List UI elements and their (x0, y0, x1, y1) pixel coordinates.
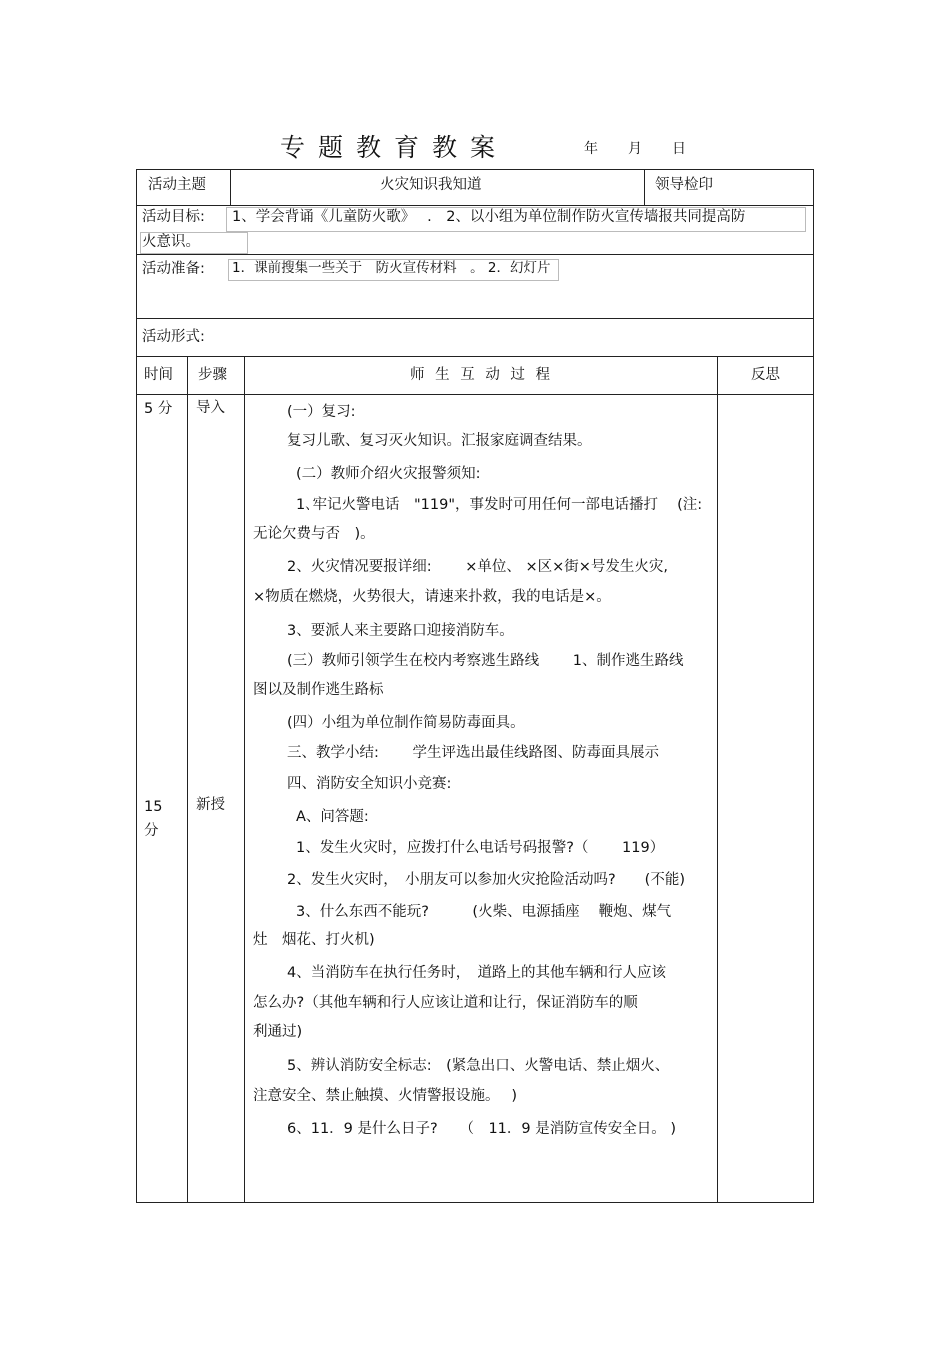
content-line: 注意安全、禁止触摸、火情警报设施。 ) (253, 1088, 518, 1104)
column-header-process: 师 生 互 动 过 程 (410, 367, 554, 383)
table-border-top (136, 169, 814, 170)
date-year-label: 年 (584, 141, 598, 157)
content-line: (二）教师介绍火灾报警须知: (296, 466, 481, 482)
content-line: 灶 烟花、打火机) (253, 932, 375, 948)
goal-text-line1: 1、学会背诵《儿童防火歌》 . 2、以小组为单位制作防火宣传墙报共同提高防 (232, 209, 746, 225)
content-line: 无论欠费与否 )。 (253, 526, 375, 542)
topic-label: 活动主题 (148, 177, 206, 193)
content-line: A、问答题: (296, 809, 369, 825)
table-border-right (813, 169, 814, 1203)
step-cell: 新授 (196, 797, 225, 813)
column-header-reflection: 反思 (751, 367, 780, 383)
date-day-label: 日 (672, 141, 686, 157)
table-rule (230, 169, 231, 205)
content-line: 1､牢记火警电话 "119"，事发时可用任何一部电话播打 (注: (296, 497, 703, 513)
table-rule (644, 169, 645, 205)
content-line: 怎么办?（其他车辆和行人应该让道和让行，保证消防车的顺 (253, 995, 638, 1011)
step-cell: 导入 (196, 400, 225, 416)
date-month-label: 月 (628, 141, 642, 157)
leader-check-label: 领导检印 (655, 177, 713, 193)
content-line: 图以及制作逃生路标 (253, 682, 384, 698)
goal-label: 活动目标: (142, 209, 205, 225)
column-header-step: 步骤 (198, 367, 227, 383)
table-rule (136, 254, 814, 255)
content-line: 5、辨认消防安全标志: (紧急出口、火警电话、禁止烟火、 (287, 1058, 670, 1074)
table-rule (136, 205, 814, 206)
content-line: (四）小组为单位制作简易防毒面具。 (287, 715, 525, 731)
prep-label: 活动准备: (142, 261, 205, 277)
content-line: (一）复习: (287, 404, 356, 420)
column-header-time: 时间 (144, 367, 173, 383)
content-line: 4、当消防车在执行任务时， 道路上的其他车辆和行人应该 (287, 965, 666, 981)
content-line: 2、发生火灾时， 小朋友可以参加火灾抢险活动吗? (不能) (287, 872, 685, 888)
time-cell: 5 分 (144, 401, 173, 417)
table-rule (244, 356, 245, 1203)
content-line: 1、发生火灾时，应拨打什么电话号码报警?（ 119） (296, 840, 665, 856)
prep-text: 1．课前搜集一些关于 防火宣传材料 。 2．幻灯片 (232, 260, 551, 276)
topic-value: 火灾知识我知道 (380, 177, 482, 193)
table-rule (136, 318, 814, 319)
table-rule (187, 356, 188, 1203)
content-line: 6、11．9 是什么日子? （ 11．9 是消防宣传安全日。 ) (287, 1121, 677, 1137)
content-line: 复习儿歌、复习灭火知识。汇报家庭调查结果。 (287, 433, 592, 449)
content-line: 四、消防安全知识小竞赛: (287, 776, 452, 792)
content-line: (三）教师引领学生在校内考察逃生路线 1、制作逃生路线 (287, 653, 684, 669)
table-rule (136, 394, 814, 395)
content-line: 2、火灾情况要报详细: ×单位、 ×区×街×号发生火灾, (287, 559, 669, 575)
content-line: 利通过) (253, 1024, 303, 1040)
form-label: 活动形式: (142, 329, 205, 345)
table-rule (136, 356, 814, 357)
table-rule (717, 356, 718, 1203)
content-line: ×物质在燃烧，火势很大，请速来扑救，我的电话是×。 (253, 589, 611, 605)
table-border-left (136, 169, 137, 1203)
table-border-bottom (136, 1202, 814, 1203)
time-cell: 15 (144, 799, 163, 815)
content-line: 3、什么东西不能玩? (火柴、电源插座 鞭炮、煤气 (296, 904, 672, 920)
page-title: 专题教育教案 (280, 133, 509, 162)
content-line: 三、教学小结: 学生评选出最佳线路图、防毒面具展示 (287, 745, 659, 761)
goal-text-line2: 火意识。 (142, 234, 200, 250)
time-cell: 分 (144, 823, 159, 839)
content-line: 3、要派人来主要路口迎接消防车。 (287, 623, 514, 639)
